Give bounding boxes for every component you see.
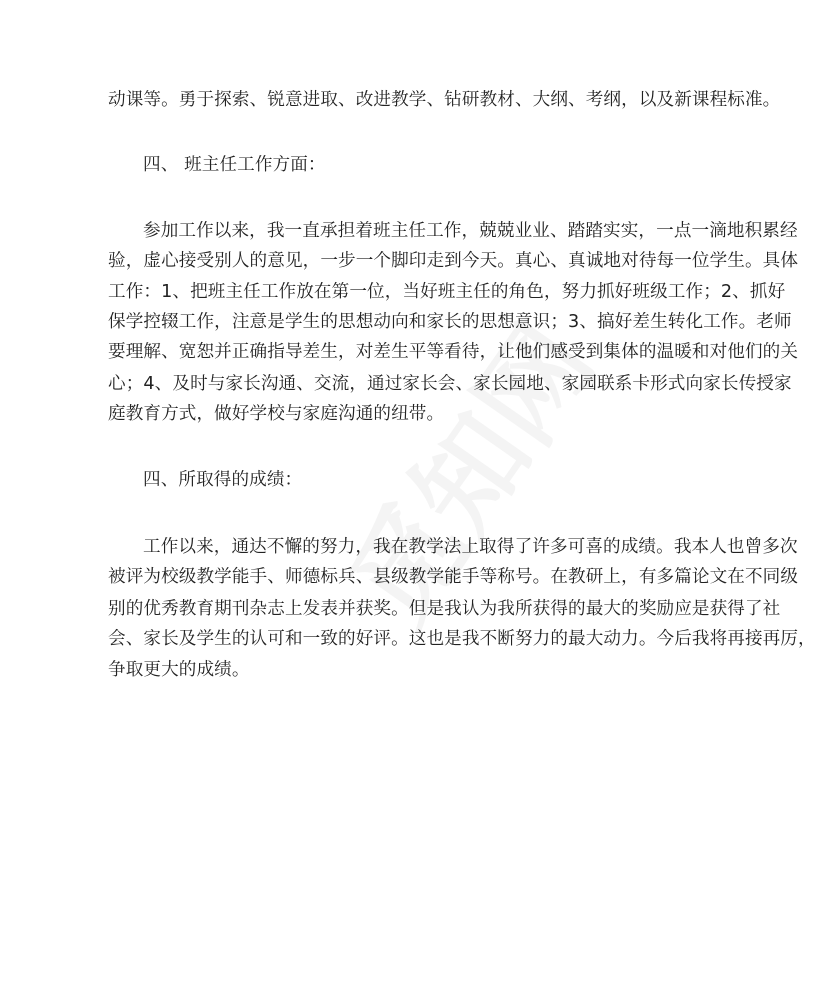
paragraph-line: 要理解、宽恕并正确指导差生，对差生平等看待，让他们感受到集体的温暖和对他们的关 <box>108 342 799 362</box>
paragraph-line: 会、家长及学生的认可和一致的好评。这也是我不断努力的最大动力。今后我将再接再厉， <box>108 629 816 649</box>
paragraph-line: 保学控辍工作，注意是学生的思想动向和家长的思想意识；3、搞好差生转化工作。老师 <box>108 312 792 332</box>
paragraph-line: 庭教育方式，做好学校与家庭沟通的纽带。 <box>108 404 445 424</box>
paragraph-line: 动课等。勇于探索、锐意进取、改进教学、钻研教材、大纲、考纲，以及新课程标准。 <box>108 90 781 110</box>
paragraph-line: 争取更大的成绩。 <box>108 660 250 680</box>
section-heading-achievements: 四、所取得的成绩： <box>143 470 303 490</box>
paragraph-line: 验，虚心接受别人的意见，一步一个脚印走到今天。真心、真诚地对待每一位学生。具体 <box>108 251 799 271</box>
paragraph-line: 参加工作以来，我一直承担着班主任工作，兢兢业业、踏踏实实，一点一滴地积累经 <box>143 221 798 241</box>
paragraph-line: 工作：1、把班主任工作放在第一位，当好班主任的角色，努力抓好班级工作；2、抓好 <box>108 282 786 302</box>
paragraph-line: 心；4、及时与家长沟通、交流，通过家长会、家长园地、家园联系卡形式向家长传授家 <box>108 374 792 394</box>
paragraph-line: 别的优秀教育期刊杂志上发表并获奖。但是我认为我所获得的最大的奖励应是获得了社 <box>108 599 781 619</box>
paragraph-line: 被评为校级教学能手、师德标兵、县级教学能手等称号。在教研上，有多篇论文在不同级 <box>108 567 799 587</box>
section-heading-class-teacher: 四、 班主任工作方面： <box>143 155 326 175</box>
paragraph-line: 工作以来，通达不懈的努力，我在教学法上取得了许多可喜的成绩。我本人也曾多次 <box>143 537 798 557</box>
